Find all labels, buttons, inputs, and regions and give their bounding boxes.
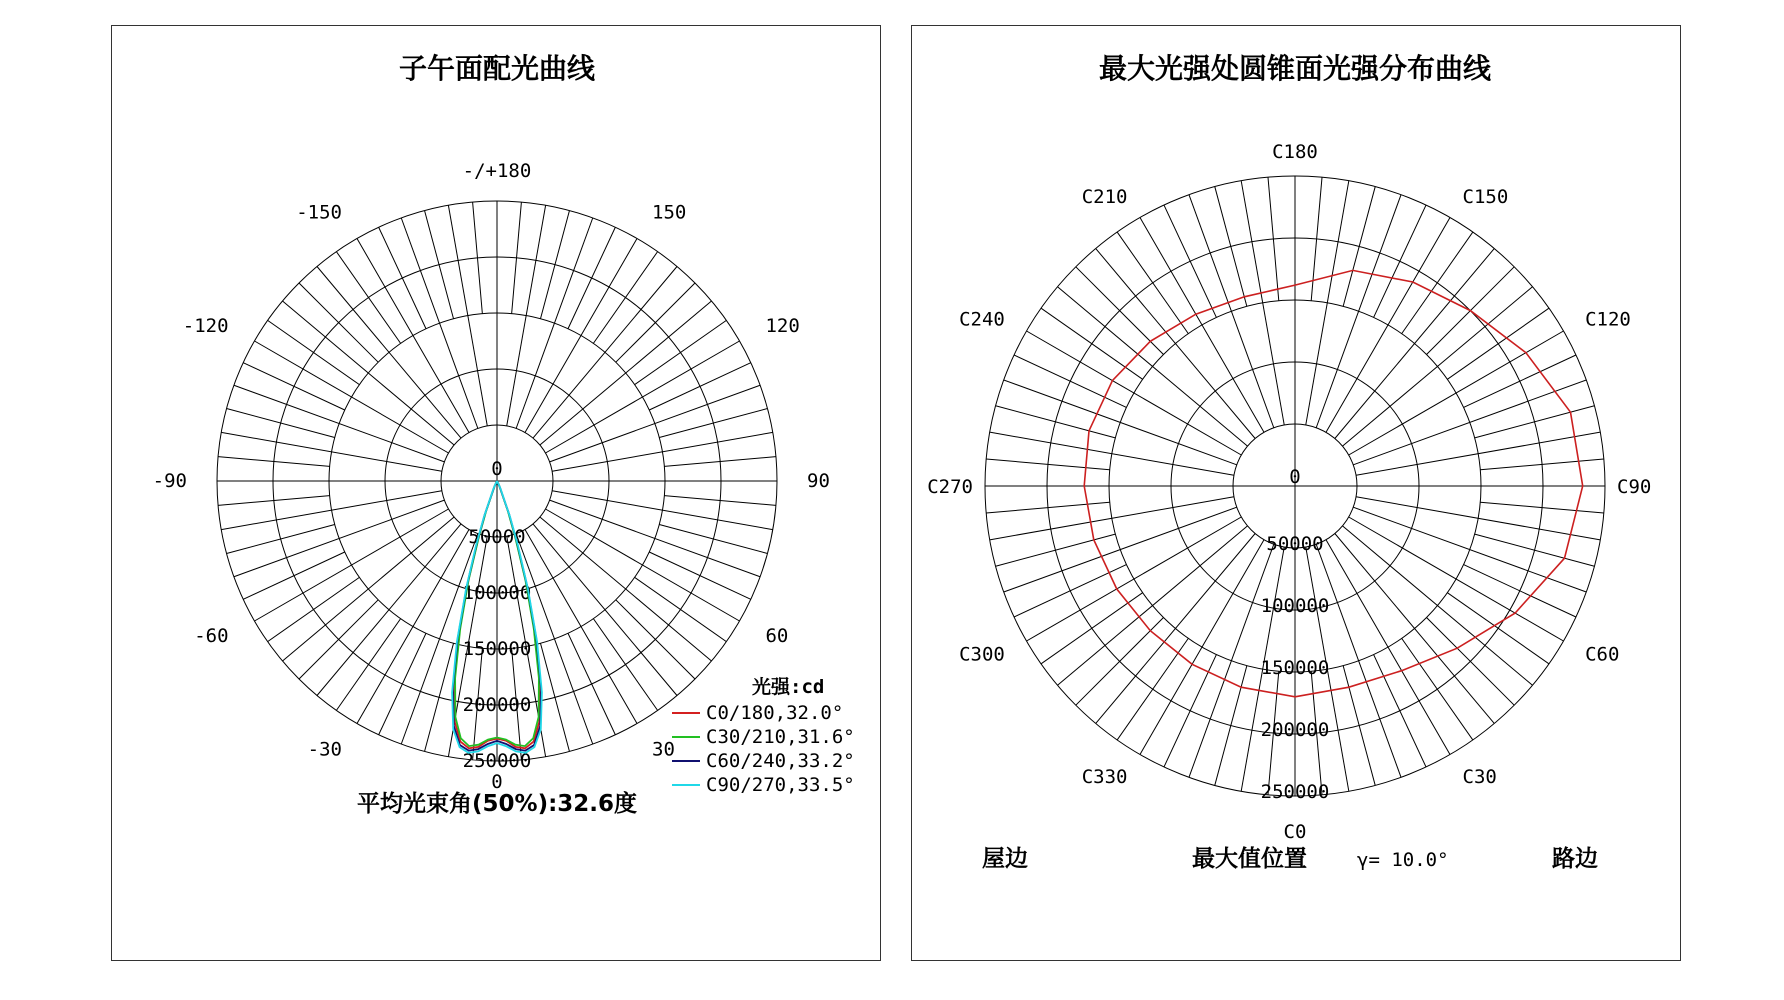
grid-spoke xyxy=(525,239,637,433)
chart-title: 子午面配光曲线 xyxy=(398,52,596,85)
cone-curve-panel xyxy=(911,25,1681,961)
grid-spoke xyxy=(255,509,449,621)
radial-tick-label: 150000 xyxy=(462,638,532,660)
radial-tick-label: 100000 xyxy=(462,582,532,604)
grid-spoke xyxy=(990,432,1234,475)
grid-spoke xyxy=(507,205,546,426)
grid-spoke xyxy=(1335,533,1494,723)
grid-spoke xyxy=(1353,507,1586,592)
radial-tick-label: 150000 xyxy=(1260,657,1330,679)
intensity-curves xyxy=(1084,270,1583,696)
grid-spoke xyxy=(1058,287,1248,446)
grid-spoke-minor xyxy=(659,524,767,553)
house-side-label: 屋边 xyxy=(982,846,1028,872)
legend-label: C0/180,32.0° xyxy=(706,702,844,724)
series-line xyxy=(1084,270,1583,696)
gamma-value: γ= 10.0° xyxy=(1357,849,1449,871)
legend xyxy=(672,675,855,796)
grid-spoke-minor xyxy=(425,211,454,319)
grid-spoke xyxy=(533,267,677,439)
radial-tick-label: 0 xyxy=(491,458,503,480)
grid-spoke xyxy=(283,517,455,661)
grid-spoke xyxy=(1335,249,1494,439)
grid-spoke-minor xyxy=(1374,205,1426,317)
angle-label: 90 xyxy=(807,470,830,492)
grid-spoke xyxy=(1189,195,1274,428)
grid-spoke-minor xyxy=(379,633,426,735)
legend-label: C60/240,33.2° xyxy=(706,750,855,772)
grid-spoke xyxy=(550,385,760,462)
grid-spoke xyxy=(540,301,712,445)
grid-spoke-minor xyxy=(996,534,1116,566)
grid-spoke xyxy=(552,491,773,530)
radial-tick-label: 100000 xyxy=(1260,595,1330,617)
angle-label: -60 xyxy=(194,625,229,647)
grid-spoke-minor xyxy=(243,552,345,599)
angle-label: 150 xyxy=(652,201,687,224)
grid-spoke xyxy=(540,517,712,661)
grid-spoke-minor xyxy=(1475,406,1595,438)
grid-spoke xyxy=(221,432,442,471)
grid-spoke xyxy=(1058,526,1248,685)
grid-spoke-minor xyxy=(649,363,751,410)
grid-spoke-minor xyxy=(1164,205,1216,317)
grid-spoke xyxy=(1356,432,1600,475)
angle-label: C180 xyxy=(1272,141,1318,163)
radial-tick-label: 200000 xyxy=(462,694,532,716)
radial-tick-label: 200000 xyxy=(1260,719,1330,741)
angle-label: 120 xyxy=(765,315,800,337)
grid-spoke xyxy=(1326,540,1450,755)
grid-spoke xyxy=(221,491,442,530)
angle-label: -/+180 xyxy=(462,160,532,182)
grid-spoke xyxy=(1096,533,1255,723)
grid-spoke xyxy=(990,497,1234,540)
cone-polar-chart xyxy=(912,26,1682,962)
grid-spoke xyxy=(448,205,487,426)
grid-spoke xyxy=(1342,526,1532,685)
max-position-label: 最大值位置 xyxy=(1192,846,1307,872)
angle-label: C300 xyxy=(959,643,1005,666)
grid-spoke xyxy=(1027,331,1242,455)
grid-spoke xyxy=(545,509,739,621)
grid-spoke xyxy=(1096,249,1255,439)
grid-spoke-minor xyxy=(1464,565,1576,617)
grid-spoke xyxy=(1004,380,1237,465)
grid-spoke-minor xyxy=(659,409,767,438)
grid-spoke-minor xyxy=(568,227,615,329)
grid-spoke-minor xyxy=(227,524,335,553)
grid-spoke-minor xyxy=(1475,534,1595,566)
grid-spoke xyxy=(550,500,760,577)
meridian-polar-chart xyxy=(112,26,882,962)
grid-spoke-minor xyxy=(996,406,1116,438)
angle-label: 0 xyxy=(491,771,503,793)
angle-label: -150 xyxy=(296,201,342,224)
angle-label: C150 xyxy=(1462,185,1509,208)
grid-spoke xyxy=(1140,218,1264,433)
grid-spoke xyxy=(255,341,449,453)
grid-spoke xyxy=(1342,287,1532,446)
grid-spoke xyxy=(516,218,593,428)
grid-spoke-minor xyxy=(540,211,569,319)
grid-spoke xyxy=(234,500,444,577)
legend-label: C90/270,33.5° xyxy=(706,774,855,796)
grid-spoke xyxy=(1316,195,1401,428)
grid-spoke xyxy=(317,267,461,439)
grid-spoke xyxy=(234,385,444,462)
angle-label: C0 xyxy=(1283,821,1307,843)
angle-label: C90 xyxy=(1617,476,1652,498)
grid-spoke xyxy=(1140,540,1264,755)
grid-spoke-minor xyxy=(1215,666,1247,786)
angle-label: C60 xyxy=(1585,643,1620,666)
angle-label: C270 xyxy=(927,476,973,498)
grid-spoke-minor xyxy=(1014,355,1126,407)
grid-spoke xyxy=(1326,218,1450,433)
grid-spoke-minor xyxy=(568,633,615,735)
grid-spoke xyxy=(357,239,469,433)
angle-label: -120 xyxy=(182,315,229,337)
road-side-label: 路边 xyxy=(1552,846,1598,872)
grid-spoke xyxy=(1349,517,1564,641)
legend-label: C30/210,31.6° xyxy=(706,726,855,748)
radial-tick-label: 50000 xyxy=(1266,533,1324,555)
grid-spoke-minor xyxy=(1464,355,1576,407)
chart-title: 最大光强处圆锥面光强分布曲线 xyxy=(1098,52,1492,85)
radial-tick-label: 250000 xyxy=(1260,781,1330,803)
grid-spoke xyxy=(533,524,677,696)
grid-spoke xyxy=(545,341,739,453)
radial-tick-label: 50000 xyxy=(468,526,526,548)
grid-spoke-minor xyxy=(1343,187,1375,307)
grid-spoke-minor xyxy=(243,363,345,410)
angle-label: 60 xyxy=(765,625,789,647)
grid-spoke-minor xyxy=(425,643,454,751)
grid-spoke xyxy=(1356,497,1600,540)
beam-angle-text: 平均光束角(50%):32.6度 xyxy=(357,791,638,817)
grid-spoke xyxy=(1349,331,1564,455)
grid-spoke xyxy=(1241,181,1284,425)
angle-label: C240 xyxy=(959,308,1005,331)
grid-spoke xyxy=(1027,517,1242,641)
angle-label: C330 xyxy=(1081,766,1128,789)
angle-label: -90 xyxy=(152,470,187,492)
grid-spoke-minor xyxy=(379,227,426,329)
angle-label: C210 xyxy=(1081,185,1128,208)
grid-spoke xyxy=(1306,181,1349,425)
meridian-curve-panel xyxy=(111,25,881,961)
legend-title: 光强:cd xyxy=(752,676,825,698)
radial-tick-label: 0 xyxy=(1289,466,1301,488)
grid-spoke xyxy=(317,524,461,696)
grid-spoke xyxy=(1353,380,1586,465)
radial-tick-label: 250000 xyxy=(462,750,532,772)
grid-spoke xyxy=(283,301,455,445)
grid-spoke-minor xyxy=(227,409,335,438)
grid-spoke-minor xyxy=(649,552,751,599)
grid-spoke-minor xyxy=(540,643,569,751)
grid-spoke xyxy=(1004,507,1237,592)
angle-label: C120 xyxy=(1585,308,1631,331)
grid-spoke xyxy=(552,432,773,471)
grid-spoke xyxy=(401,218,478,428)
grid-spoke-minor xyxy=(1215,187,1247,307)
angle-label: C30 xyxy=(1462,766,1497,789)
angle-label: 30 xyxy=(652,738,675,761)
angle-label: -30 xyxy=(307,738,342,761)
